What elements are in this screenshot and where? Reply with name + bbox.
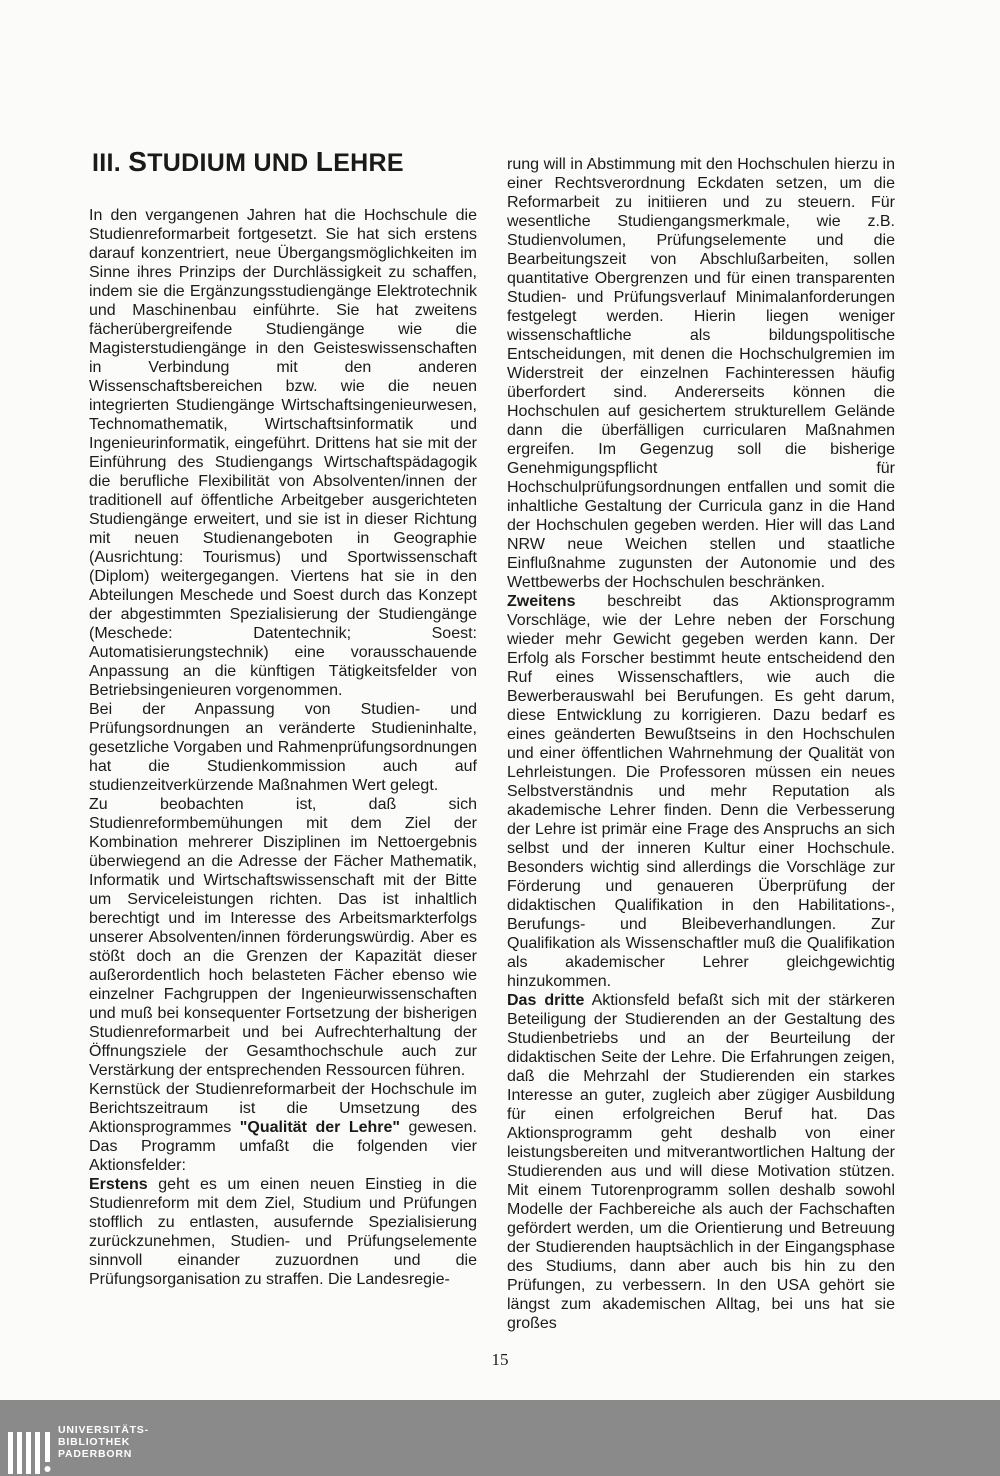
library-name: UNIVERSITÄTS- BIBLIOTHEK PADERBORN <box>58 1424 149 1460</box>
heading-word-ehre: EHRE <box>333 149 404 177</box>
library-logo-icon <box>8 1422 52 1474</box>
program-title: "Qualität der Lehre" <box>239 1119 400 1136</box>
paragraph-das-dritte: Das dritte Aktionsfeld befaßt sich mit der stärkeren Beteiligung der Studierenden an der Gestaltung des Studienbetriebs und an der Beurteilung der didaktischen Seite der Lehre. Die Erfahrungen zeigen, daß die Mehrzahl der Studierenden ein starkes Interesse an guter, zugleich aber zügiger Ausbildung für einen erfolgreichen Beruf hat. Das Aktionsprogramm geht deshalb von einer leistungsbereiten und mitverantwortlichen Haltung der Studierenden aus und will diese Motivation stützen. Mit einem Tutorenprogramm sollen deshalb sowohl Modelle der Fachbereiche als auch der Fachschaften gefördert werden, um die Orientierung und Betreuung der Studierenden hauptsächlich in der Eingangsphase des Studiums, dann aber auch bis hin zu den Prüfungen, zu verbessern. In den USA gehört sie längst zum akademischen Alltag, bei uns hat sie großes <box>507 992 896 1332</box>
section-heading <box>92 146 492 178</box>
paragraph-intro: In den vergangenen Jahren hat die Hochschule die Studienreformarbeit fortgesetzt. Sie hat sich erstens darauf konzentriert, neue Übergangsmöglichkeiten im Sinne ihres Prinzips der Durchlässigkeit zu schaffen, indem sie die Ergänzungsstudiengänge Elektrotechnik und Maschinenbau einführte. Sie hat zweitens fächerübergreifende Studiengänge wie die Magisterstudiengänge in den Geisteswissenschaften in Verbindung mit den anderen Wissenschaftsbereichen bzw. wie die neuen integrierten Studiengänge Wirtschaftsingenieurwesen, Technomathematik, Wirtschaftsinformatik und Ingenieurinformatik, eingeführt. Drittens hat sie mit der Einführung des Studiengangs Wirtschaftspädagogik die berufliche Flexibilität von Absolventen/innen der traditionell auf öffentliche Arbeitgeber ausgerichteten Studiengänge erweitert, und sie ist in dieser Richtung mit neuen Studienangeboten in Geographie (Ausrichtung: Tourismus) und Sportwissenschaft (Diplom) weitergegangen. Viertens hat sie in den Abteilungen Meschede und Soest durch das Konzept der abgestimmten Spezialisierung der Studiengänge (Meschede: Datentechnik; Soest: Automatisierungstechnik) eine vorausschauende Anpassung an die künftigen Tätigkeitsfelder von Betriebsingenieuren vorgenommen. <box>89 207 477 699</box>
heading-word-studium-und: TUDIUM UND <box>147 149 316 177</box>
heading-numeral: III. <box>92 149 121 177</box>
heading-cap-s: S <box>128 146 148 177</box>
paragraph-zweitens: Zweitens beschreibt das Aktionsprogramm Vorschläge, wie der Lehre neben der Forschung wieder mehr Gewicht gegeben werden kann. Der Erfolg als Forscher bestimmt heute entscheidend den Ruf eines Wissenschaftlers, wie auch die Bewerberauswahl bei Berufungen. Es geht darum, diese Entwicklung zu korrigieren. Dazu bedarf es eines geänderten Bewußtseins in den Hochschulen und einer öffentlichen Wahrnehmung der Qualität von Lehrleistungen. Die Professoren müssen ein neues Selbstverständnis und mehr Reputation als akademische Lehrer finden. Denn die Verbesserung der Lehre ist primär eine Frage des Anspruchs an sich selbst und der inneren Kultur einer Hochschule. Besonders wichtig sind allerdings die Vorschläge zur Förderung und genaueren Überprüfung der didaktischen Qualifikation in den Habilitations-, Berufungs- und Bleibeverhandlungen. Zur Qualifikation als Wissenschaftler muß die Qualifikation als akademischer Lehrer gleichgewichtig hinzukommen. <box>507 593 895 990</box>
lead-zweitens: Zweitens <box>507 593 576 610</box>
paragraph-erstens: Erstens geht es um einen neuen Einstieg in die Studienreform mit dem Ziel, Studium und Prüfungen stofflich zu entlasten, ausufernde Spezialisierung zurückzunehmen, Studien- und Prüfungselemente sinnvoll einander zuzuordnen und die Prüfungsorganisation zu straffen. Die Landesregie- <box>89 1176 477 1288</box>
right-column <box>507 155 895 1333</box>
heading-cap-l: L <box>315 146 334 177</box>
paragraph-studienreform: Zu beobachten ist, daß sich Studienreformbemühungen mit dem Ziel der Kombination mehrerer Disziplinen im Nettoergebnis überwiegend an die Adresse der Fächer Mathematik, Informatik und Wirtschaftswissenschaft mit der Bitte um Serviceleistungen richten. Das ist inhaltlich berechtigt und im Interesse des Arbeitsmarkterfolgs unserer Absolventen/innen förderungswürdig. Aber es stößt doch an die Grenzen der Kapazität dieser außerordentlich hoch belasteten Fächer ebenso wie einzelner Fachgruppen der Ingenieurwissenschaften und muß bei konsequenter Fortsetzung der bisherigen Studienreformarbeit und bei Aufrechterhaltung der Öffnungsziele der Gesamthochschule auch zur Verstärkung der entsprechenden Ressourcen führen. <box>89 796 477 1079</box>
page-number: 15 <box>491 1350 509 1369</box>
lead-das-dritte: Das dritte <box>507 992 585 1009</box>
paragraph-landesregierung: rung will in Abstimmung mit den Hochschulen hierzu in einer Rechtsverordnung Eckdaten setzen, um die Reformarbeit zu initiieren und zu steuern. Für wesentliche Studiengangsmerkmale, wie z.B. Studienvolumen, Prüfungselemente und die Bearbeitungszeit von Abschlußarbeiten, sollen quantitative Obergrenzen und für einen transparenten Studien- und Prüfungsverlauf Minimalanforderungen festgelegt werden. Hierin liegen weniger wissenschaftliche als bildungspolitische Entscheidungen, mit denen die Hochschulgremien im Widerstreit der einzelnen Fachinteressen häufig überfordert sind. Andererseits können die Hochschulen auf gesichertem strukturellem Gelände dann die überfälligen curricularen Maßnahmen ergreifen. Im Gegenzug soll die bisherige Genehmigungspflicht für Hochschulprüfungsordnungen entfallen und somit die inhaltliche Gestaltung der Curricula ganz in die Hand der Hochschulen gegeben werden. Hier will das Land NRW neue Weichen stellen und staatliche Einflußnahme zugunsten der Autonomie und des Wettbewerbs der Hochschulen beschränken. <box>507 156 895 591</box>
lead-erstens: Erstens <box>89 1176 148 1193</box>
paragraph-aktionsprogramm: Kernstück der Studienreformarbeit der Hochschule im Berichtszeitraum ist die Umsetzung des Aktionsprogrammes "Qualität der Lehre" gewesen. Das Programm umfaßt die folgenden vier Aktionsfelder: <box>89 1081 477 1174</box>
paragraph-pruefungsordnungen: Bei der Anpassung von Studien- und Prüfungsordnungen an veränderte Studieninhalte, gesetzliche Vorgaben und Rahmenprüfungsordnungen hat die Studienkommission auch auf studienzeitverkürzende Maßnahmen Wert gelegt. <box>89 701 477 794</box>
library-footer <box>0 1400 1000 1476</box>
left-column <box>89 206 477 1289</box>
